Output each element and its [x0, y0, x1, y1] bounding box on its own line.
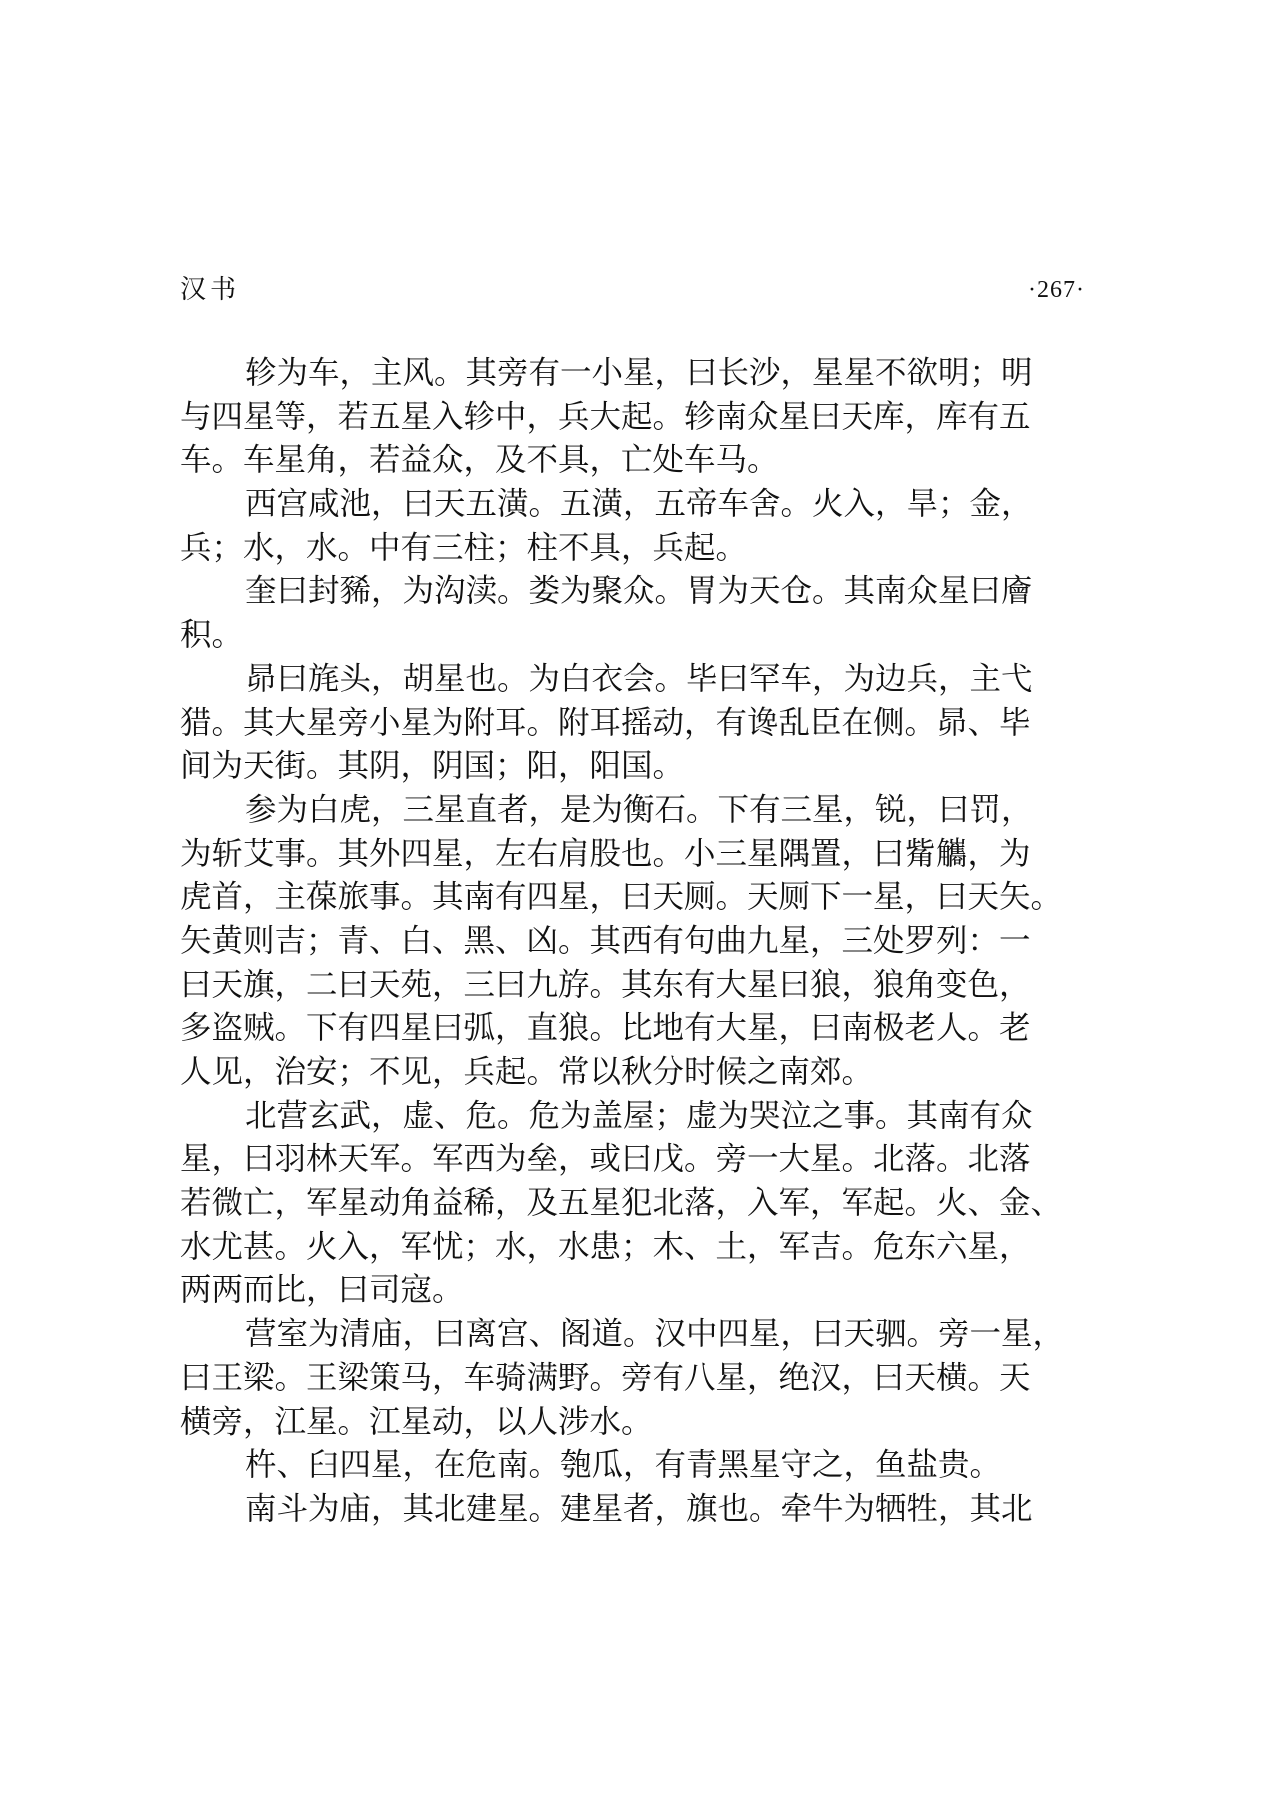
text-line: 矢黄则吉；青、白、黑、凶。其西有句曲九星，三处罗列：一 — [180, 922, 1031, 959]
text-line: 杵、臼四星，在危南。匏瓜，有青黑星守之，鱼盐贵。 — [245, 1447, 1002, 1484]
text-line: 为斩艾事。其外四星，左右肩股也。小三星隅置，曰觜觿，为 — [180, 835, 1031, 872]
text-line: 虎首，主葆旅事。其南有四星，曰天厕。天厕下一星，曰天矢。 — [180, 879, 1063, 916]
book-title: 汉书 — [180, 275, 241, 305]
text-line: 西宫咸池，曰天五潢。五潢，五帝车舍。火入，旱；金， — [245, 486, 1033, 523]
text-line: 昴曰旄头，胡星也。为白衣会。毕曰罕车，为边兵，主弋 — [245, 660, 1033, 697]
text-line: 两两而比，曰司寇。 — [180, 1272, 464, 1309]
text-line: 星，曰羽林天军。军西为垒，或曰戊。旁一大星。北落。北落 — [180, 1141, 1031, 1178]
text-line: 奎曰封豨，为沟渎。娄为聚众。胃为天仓。其南众星曰廥 — [245, 573, 1033, 610]
page-header — [180, 270, 1085, 310]
text-line: 人见，治安；不见，兵起。常以秋分时候之南郊。 — [180, 1054, 874, 1090]
text-line: 北营玄武，虚、危。危为盖屋；虚为哭泣之事。其南有众 — [245, 1097, 1033, 1134]
text-line: 猎。其大星旁小星为附耳。附耳摇动，有谗乱臣在侧。昴、毕 — [180, 704, 1031, 741]
text-line: 车。车星角，若益众，及不具，亡处车马。 — [180, 442, 779, 479]
text-line: 营室为清庙，曰离宫、阁道。汉中四星，曰天驷。旁一星， — [245, 1316, 1065, 1353]
text-line: 参为白虎，三星直者，是为衡石。下有三星，锐，曰罚， — [245, 791, 1033, 828]
text-line: 积。 — [180, 617, 244, 654]
text-line: 轸为车，主风。其旁有一小星，曰长沙，星星不欲明；明 — [245, 355, 1033, 391]
page-number: ·267· — [1028, 277, 1085, 303]
text-line: 南斗为庙，其北建星。建星者，旗也。牵牛为牺牲，其北 — [245, 1490, 1033, 1527]
text-line: 与四星等，若五星入轸中，兵大起。轸南众星曰天库，库有五 — [180, 398, 1031, 435]
text-line: 间为天街。其阴，阴国；阳，阳国。 — [180, 748, 685, 785]
text-line: 兵；水，水。中有三柱；柱不具，兵起。 — [180, 529, 748, 566]
text-line: 多盗贼。下有四星曰弧，直狼。比地有大星，曰南极老人。老 — [180, 1010, 1031, 1047]
text-line: 若微亡，军星动角益稀，及五星犯北落，入军，军起。火、金、 — [180, 1185, 1063, 1222]
text-line: 曰天旗，二曰天苑，三曰九斿。其东有大星曰狼，狼角变色， — [180, 966, 1031, 1003]
text-line: 曰王梁。王梁策马，车骑满野。旁有八星，绝汉，曰天横。天 — [180, 1359, 1031, 1396]
text-line: 水尤甚。火入，军忧；水，水患；木、土，军吉。危东六星， — [180, 1228, 1031, 1265]
text-line: 横旁，江星。江星动，以人涉水。 — [180, 1403, 653, 1440]
body-text — [180, 352, 1085, 1532]
